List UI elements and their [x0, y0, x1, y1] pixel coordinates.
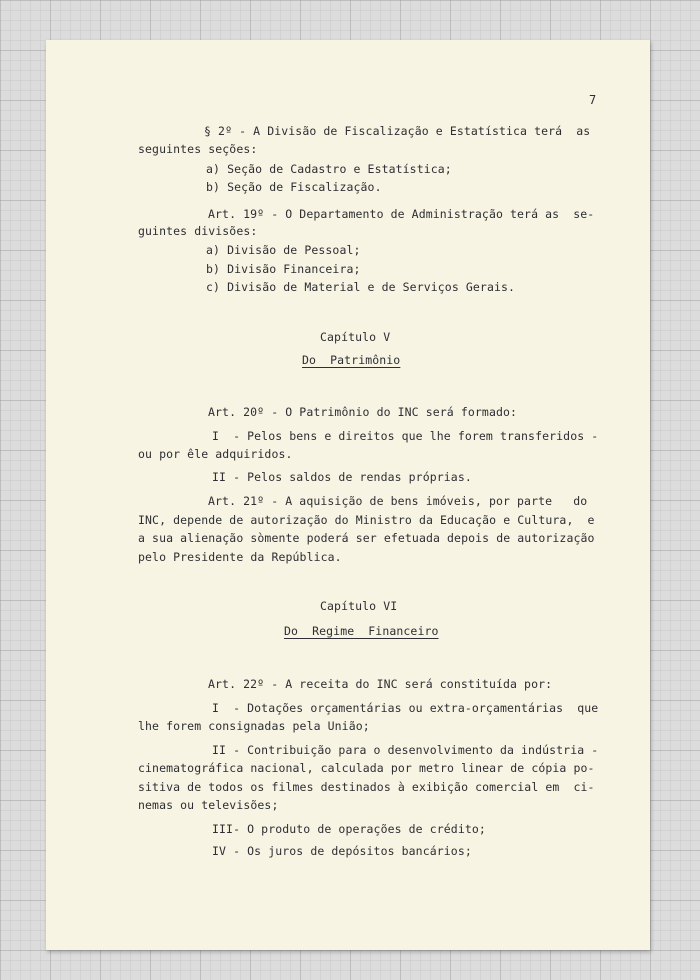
- art19-item-b: b) Divisão Financeira;: [206, 262, 361, 276]
- art20-item-1: I - Pelos bens e direitos que lhe forem transferidos -: [212, 429, 599, 443]
- art19-item-c: c) Divisão de Material e de Serviços Gerais.: [206, 280, 516, 294]
- art22-item-4: IV - Os juros de depósitos bancários;: [212, 844, 472, 858]
- art22-item-2-cont1: cinematográfica nacional, calculada por metro linear de cópia po-: [138, 761, 595, 775]
- chapter-v-subtitle: Do Patrimônio: [302, 353, 401, 367]
- art21-line4: pelo Presidente da República.: [138, 550, 342, 564]
- chapter-vi-subtitle: Do Regime Financeiro: [284, 624, 439, 638]
- s2-item-b: b) Seção de Fiscalização.: [206, 180, 382, 194]
- s2-line1: § 2º - A Divisão de Fiscalização e Estatística terá as: [204, 124, 591, 138]
- art21-line3: a sua alienação sòmente poderá ser efetuada depois de autorização: [138, 531, 595, 545]
- document-page: [46, 40, 650, 950]
- art21-line2: INC, depende de autorização do Ministro da Educação e Cultura, e: [138, 513, 595, 527]
- art21-line1: Art. 21º - A aquisição de bens imóveis, por parte do: [208, 494, 588, 508]
- art22-item-1-cont: lhe forem consignadas pela União;: [138, 719, 370, 733]
- page-number: 7: [589, 93, 597, 107]
- s2-item-a: a) Seção de Cadastro e Estatística;: [206, 162, 452, 176]
- art20-line1: Art. 20º - O Patrimônio do INC será formado:: [208, 405, 518, 419]
- art22-item-2-cont3: nemas ou televisões;: [138, 798, 279, 812]
- art19-item-a: a) Divisão de Pessoal;: [206, 243, 361, 257]
- art22-item-2-cont2: sitiva de todos os filmes destinados à exibição comercial em ci-: [138, 780, 595, 794]
- s2-line2: seguintes seções:: [138, 142, 258, 156]
- art22-item-1: I - Dotações orçamentárias ou extra-orçamentárias que: [212, 701, 599, 715]
- chapter-v-title: Capítulo V: [320, 330, 391, 344]
- art22-line1: Art. 22º - A receita do INC será constituída por:: [208, 677, 553, 691]
- chapter-vi-title: Capítulo VI: [320, 599, 398, 613]
- art20-item-1-cont: ou por êle adquiridos.: [138, 447, 293, 461]
- art19-line1: Art. 19º - O Departamento de Administração terá as se-: [208, 207, 595, 221]
- art20-item-2: II - Pelos saldos de rendas próprias.: [212, 470, 472, 484]
- art22-item-3: III- O produto de operações de crédito;: [212, 822, 486, 836]
- art22-item-2: II - Contribuição para o desenvolvimento da indústria -: [212, 743, 599, 757]
- art19-line2: guintes divisões:: [138, 224, 258, 238]
